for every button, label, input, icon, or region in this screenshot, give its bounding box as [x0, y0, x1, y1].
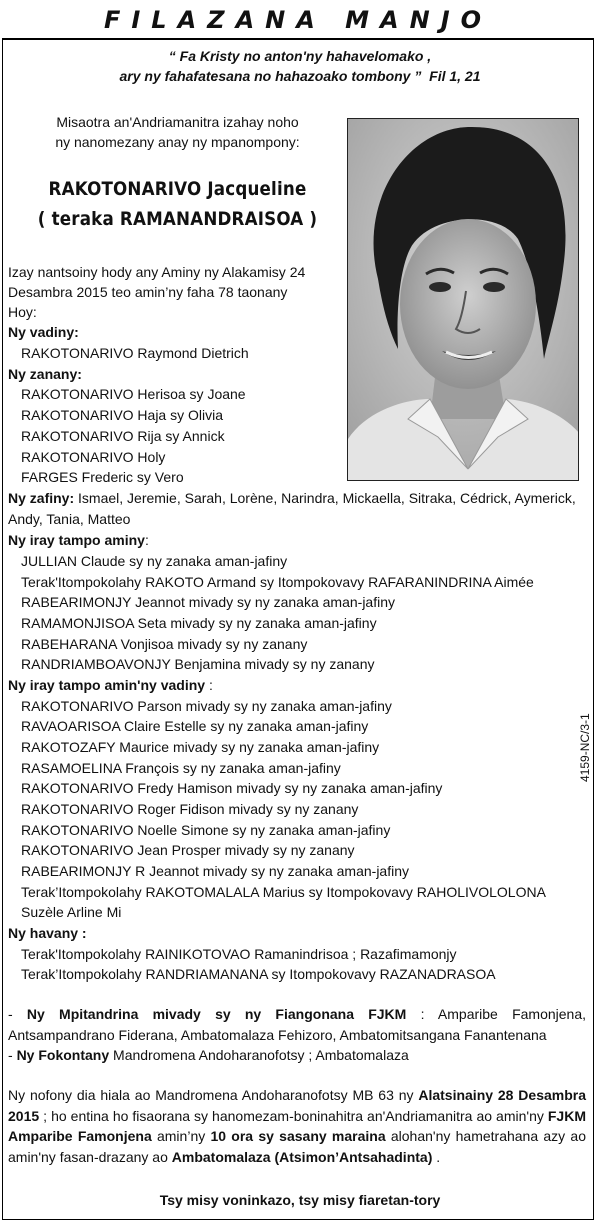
zanany-label: Ny zanany:	[8, 366, 82, 382]
portrait-image	[348, 119, 579, 481]
zafiny-line-1	[8, 488, 576, 508]
zafiny-names: Ismael, Jeremie, Sarah, Lorène, Narindra, Mickaella, Sitraka, Cédrick, Aymerick,	[74, 490, 576, 506]
announcement-line-2: Desambra 2015 teo amin’ny faha 78 taonany	[8, 284, 288, 300]
funeral-burial-place: Ambatomalaza (Atsimon’Antsahadinta)	[171, 1148, 433, 1165]
church-paragraph	[8, 1004, 586, 1045]
deceased-name: RAKOTONARIVO Jacqueline	[48, 178, 307, 200]
zanany-item: RAKOTONARIVO Haja sy Olivia	[21, 407, 224, 423]
intro-line-2: ny nanomezany anay ny mpanompony:	[55, 134, 300, 150]
tampo-vadiny-item: RABEARIMONJY R Jeannot mivady sy ny zanaka aman-jafiny	[21, 863, 410, 879]
quote-line-1: “ Fa Kristy no anton'ny hahavelomako ,	[168, 48, 432, 64]
tampo-item: RABEHARANA Vonjisoa mivady sy ny zanany	[21, 636, 308, 652]
funeral-text-3: amin’ny	[151, 1128, 211, 1144]
reference-code: 4159-NC/3-1	[578, 713, 592, 782]
fokontany-text: Mandromena Andoharanofotsy ; Ambatomalaza	[109, 1047, 409, 1063]
funeral-text-2: ; ho entina ho fisaorana sy hanomezam-boninahitra an'Andriamanitra ao amin'ny	[39, 1107, 548, 1124]
tampo-vadiny-item: RASAMOELINA François sy ny zanaka aman-jafiny	[21, 760, 341, 776]
zanany-item: RAKOTONARIVO Holy	[21, 449, 166, 465]
funeral-time: 10 ora sy sasany maraina	[210, 1128, 386, 1144]
deceased-maiden-name: ( teraka RAMANANDRAISOA )	[37, 208, 318, 230]
church-text: : Amparibe Famonjena, Antsampandrano Fiderana, Ambatomalaza Fehizoro, Ambatomitsangana Fanantenana	[8, 1006, 586, 1043]
tampo-vadiny-item: RAKOTONARIVO Jean Prosper mivady sy ny zanany	[21, 842, 355, 858]
tampo-label: Ny iray tampo aminy	[8, 532, 145, 548]
tampo-vadiny-item: RAKOTONARIVO Fredy Hamison mivady sy ny zanaka aman-jafiny	[21, 780, 443, 796]
tampo-heading	[8, 530, 149, 550]
tampo-vadiny-item: RAKOTONARIVO Parson mivady sy ny zanaka aman-jafiny	[21, 698, 392, 714]
quote-line-2-wrap	[40, 66, 560, 86]
quote-reference: Fil 1, 21	[429, 68, 481, 84]
funeral-text-1: Ny nofony dia hiala ao Mandromena Andoharanofotsy MB 63 ny	[8, 1087, 419, 1103]
zanany-item: RAKOTONARIVO Herisoa sy Joane	[21, 386, 246, 402]
tampo-vadiny-item: RAKOTONARIVO Roger Fidison mivady sy ny zanany	[21, 801, 359, 817]
zafiny-line-2: Andy, Tania, Matteo	[8, 511, 131, 527]
tampo-item: RANDRIAMBOAVONJY Benjamina mivady sy ny zanany	[21, 656, 375, 672]
tampo-vadiny-heading	[8, 675, 213, 695]
fokontany-line	[8, 1045, 409, 1065]
tampo-item: RABEARIMONJY Jeannot mivady sy ny zanaka aman-jafiny	[21, 594, 396, 610]
tampo-vadiny-label: Ny iray tampo amin'ny vadiny	[8, 677, 206, 693]
tampo-vadiny-item-continued: Suzèle Arline Mi	[21, 904, 122, 920]
fokontany-label: Ny Fokontany	[16, 1047, 110, 1063]
church-dash: -	[8, 1006, 27, 1022]
tampo-item: JULLIAN Claude sy ny zanaka aman-jafiny	[21, 553, 288, 569]
notice-header	[2, 2, 594, 40]
bible-quote	[40, 46, 560, 86]
announcement-line-1: Izay nantsoiny hody any Aminy ny Alakamisy 24	[8, 264, 306, 280]
intro-text	[10, 112, 345, 152]
tampo-item: RAMAMONJISOA Seta mivady sy ny zanaka aman-jafiny	[21, 615, 377, 631]
church-label: Ny Mpitandrina mivady sy ny Fiangonana FJKM	[26, 1006, 407, 1022]
funeral-text-4: alohan'ny hametrahana azy ao amin'ny fasan-drazany ao	[8, 1128, 586, 1165]
tampo-vadiny-item: Terak’Itompokolahy RAKOTOMALALA Marius sy Itompokovavy RAHOLIVOLOLONA	[21, 884, 546, 900]
zanany-item: RAKOTONARIVO Rija sy Annick	[21, 428, 225, 444]
zanany-item: FARGES Frederic sy Vero	[21, 469, 184, 485]
vadiny-item: RAKOTONARIVO Raymond Dietrich	[21, 345, 249, 361]
intro-line-1: Misaotra an'Andriamanitra izahay noho	[56, 114, 299, 130]
tampo-item: Terak'Itompokolahy RAKOTO Armand sy Itompokovavy RAFARANINDRINA Aimée	[21, 574, 534, 590]
hoy-label: Hoy:	[8, 304, 37, 320]
havany-item: Terak'Itompokolahy RAINIKOTOVAO Ramanindrisoa ; Razafimamonjy	[21, 946, 457, 962]
quote-line-2: ary ny fahafatesana no hahazoako tombony ”	[119, 68, 422, 84]
havany-item: Terak’Itompokolahy RANDRIAMANANA sy Itompokovavy RAZANADRASOA	[21, 966, 496, 982]
fokontany-dash: -	[8, 1047, 17, 1063]
zafiny-label: Ny zafiny:	[8, 490, 75, 506]
havany-label: Ny havany :	[8, 925, 87, 941]
notice-title: FILAZANA MANJO	[103, 6, 493, 34]
funeral-church: FJKM Amparibe Famonjena	[8, 1107, 586, 1144]
closing-note: Tsy misy voninkazo, tsy misy fiaretan-tory	[159, 1192, 441, 1208]
tampo-vadiny-item: RAKOTOZAFY Maurice mivady sy ny zanaka aman-jafiny	[21, 739, 380, 755]
tampo-vadiny-colon: :	[205, 677, 213, 693]
funeral-date: Alatsinainy 28 Desambra 2015	[8, 1087, 586, 1124]
funeral-paragraph	[8, 1085, 586, 1167]
tampo-vadiny-item: RAKOTONARIVO Noelle Simone sy ny zanaka aman-jafiny	[21, 822, 391, 838]
tampo-vadiny-item: RAVAOARISOA Claire Estelle sy ny zanaka aman-jafiny	[21, 718, 369, 734]
funeral-text-5: .	[432, 1148, 441, 1165]
tampo-colon: :	[144, 532, 149, 548]
deceased-portrait	[347, 118, 579, 481]
vadiny-label: Ny vadiny:	[8, 324, 79, 340]
